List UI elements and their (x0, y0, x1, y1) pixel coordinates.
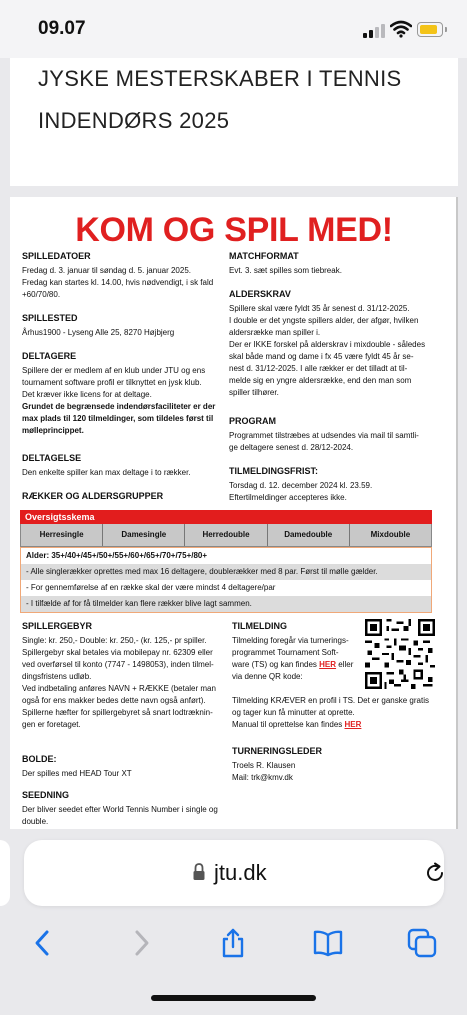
section-title: TILMELDING (232, 621, 287, 631)
category-mixdouble: Mixdouble (350, 524, 431, 546)
category-herresingle: Herresingle (21, 524, 103, 546)
section-title: SPILLERGEBYR (22, 621, 93, 631)
section-text: Den enkelte spiller kan max deltage i to rækker. (22, 468, 191, 477)
section-spillergebyr (22, 620, 237, 731)
section-text: Tilmelding foregår via turnerings- programmet Tournament Soft- ware (TS) og kan findes (232, 636, 349, 669)
section-title: DELTAGERE (22, 351, 77, 361)
section-title: SPILLESTED (22, 313, 78, 323)
section-text-bold: Grundet de begrænsede indendørsfaciliteter er der max plads til 120 tilmeldinger, som tildeles først til mølleprincippet. (22, 402, 216, 435)
address-bar[interactable] (24, 840, 444, 906)
section-title: PROGRAM (229, 416, 276, 426)
section-text: Programmet tilstræbes at udsendes via mail til samtli- ge deltagere senest d. 28/12-2024. (229, 431, 419, 452)
document-page-header (10, 58, 458, 186)
section-seedning (22, 789, 237, 828)
overview-table (20, 510, 432, 613)
section-text: Troels R. Klausen Mail: trk@kmv.dk (232, 761, 296, 782)
document-page-flyer (10, 197, 458, 829)
forward-icon[interactable] (126, 928, 156, 958)
section-tilmeldingsfrist (229, 465, 444, 504)
section-text: Fredag d. 3. januar til søndag d. 5. januar 2025. Fredag kan startes kl. 14.00, hvis nødvendigt, i sk fald +60/70/80. (22, 266, 214, 299)
status-bar (0, 0, 467, 58)
section-title: RÆKKER OG ALDERSGRUPPER (22, 491, 164, 501)
share-icon[interactable] (218, 928, 248, 958)
section-title: MATCHFORMAT (229, 251, 299, 261)
document-title-line1: JYSKE MESTERSKABER I TENNIS (38, 66, 402, 91)
previous-tab-card[interactable] (0, 840, 10, 906)
bookmarks-icon[interactable] (313, 928, 343, 958)
section-text: eller via denne QR kode: (232, 660, 354, 681)
overview-title: Oversigtsskema (20, 510, 432, 524)
section-title: ALDERSKRAV (229, 289, 291, 299)
tilmelding-link[interactable]: HER (319, 660, 337, 669)
section-deltagelse (22, 452, 232, 479)
section-title: DELTAGELSE (22, 453, 82, 463)
back-icon[interactable] (28, 928, 58, 958)
section-spilledatoer (22, 250, 232, 301)
url-text[interactable]: jtu.dk (214, 860, 267, 885)
section-text: Der bliver seedet efter World Tennis Number i single og double. (22, 805, 218, 826)
tabs-icon[interactable] (407, 928, 437, 958)
section-title: TILMELDINGSFRIST: (229, 466, 318, 476)
section-spillested (22, 312, 232, 339)
section-deltagere (22, 350, 234, 437)
note-row: - For gennemførelse af en række skal der være mindst 4 deltagere/par (20, 580, 432, 596)
lock-icon (192, 862, 206, 882)
home-indicator[interactable] (151, 995, 316, 1001)
section-turneringsleder (232, 745, 447, 784)
section-title: BOLDE: (22, 754, 57, 764)
wifi-icon (390, 20, 412, 38)
section-program (229, 415, 444, 454)
manual-link[interactable]: HER (344, 720, 362, 729)
section-text: Spillere skal være fyldt 35 år senest d. 31/12-2025. I double er det yngste spillers alder, der afgør, hvilken aldersrække man spiller i. Der er IKKE forskel på alderskrav i mixdouble - således skal både mand og dame i fx 45 være fyldt 45 år se- nest d. 31/12-2025. I alle rækker er det tilladt at til- melde sig en yngre aldersrække, end den man som spiller tilhører. (229, 304, 426, 397)
banner-headline: KOM OG SPIL MED! (75, 211, 393, 249)
category-damesingle: Damesingle (103, 524, 185, 546)
status-time: 09.07 (38, 18, 86, 39)
section-title: TURNERINGSLEDER (232, 746, 323, 756)
document-title-line2: INDENDØRS 2025 (38, 108, 230, 133)
section-tilmelding (232, 620, 362, 683)
section-title: SEEDNING (22, 790, 70, 800)
reload-icon[interactable] (424, 862, 446, 884)
section-alderskrav (229, 288, 444, 399)
note-row: - Alle singlerækker oprettes med max 16 deltagere, doublerækker med 8 par. Først til mølle gælder. (20, 564, 432, 580)
cellular-signal-icon (363, 24, 385, 38)
section-text: Torsdag d. 12. december 2024 kl. 23.59. Eftertilmeldinger accepteres ikke. (229, 481, 373, 502)
section-text: Der spilles med HEAD Tour XT (22, 769, 132, 778)
browser-toolbar (0, 918, 467, 974)
section-matchformat (229, 250, 444, 277)
section-tilmelding-info (232, 695, 450, 731)
qr-code-icon[interactable] (365, 619, 435, 689)
note-row: - I tilfælde af for få tilmelder kan flere rækker blive lagt sammen. (20, 596, 432, 613)
section-raekker (22, 490, 232, 505)
battery-icon (417, 22, 443, 37)
overview-categories (20, 524, 432, 547)
section-bolde (22, 753, 237, 780)
section-text: Single: kr. 250,- Double: kr. 250,- (kr. 125,- pr spiller. Spillergebyr skal betales via mobilepay nr. 62309 eller ved overførsel til konto (7747 - 1498053), inden tilmel- dingsfristens udløb. Ved indbetaling anføres NAVN + RÆKKE (betaler man også for ens makker bedes dette navn også anført). Spillerne hæfter for spillergebyret så snart lodtræknin- gen er foretaget. (22, 636, 216, 729)
age-groups-row: Alder: 35+/40+/45+/50+/55+/60+/65+/70+/75+/80+ (20, 547, 432, 564)
section-text: Århus1900 - Lyseng Alle 25, 8270 Højbjerg (22, 328, 175, 337)
category-damedouble: Damedouble (268, 524, 350, 546)
section-title: SPILLEDATOER (22, 251, 91, 261)
section-text: Evt. 3. sæt spilles som tiebreak. (229, 266, 342, 275)
section-text: Spillere der er medlem af en klub under JTU og ens tournament software profil er tilknyttet en jysk klub. Det kræver ikke licens for at deltage. (22, 366, 206, 399)
category-herredouble: Herredouble (185, 524, 267, 546)
section-text: Tilmelding KRÆVER en profil i TS. Det er ganske gratis og tager kun få minutter at oprette. Manual til oprettelse kan findes (232, 696, 429, 729)
